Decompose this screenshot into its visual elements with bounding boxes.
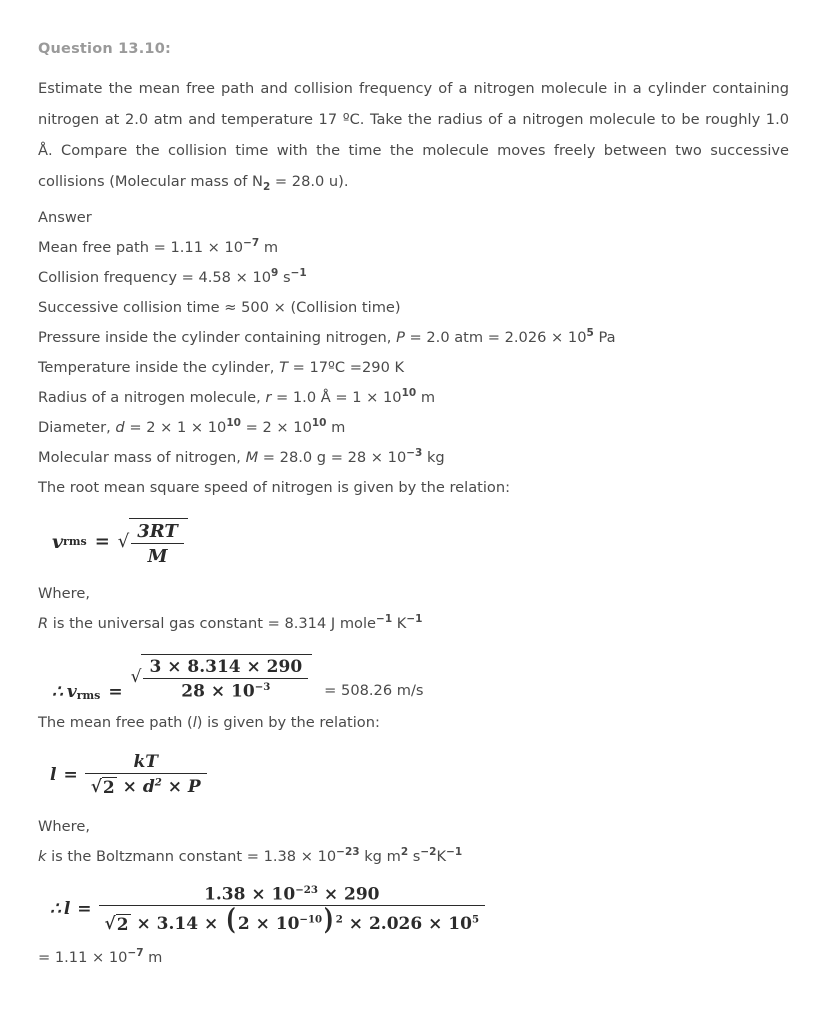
question-body [38,73,791,197]
boltzmann-mid-3: K [436,847,447,865]
boltzmann-constant-line [38,842,791,872]
mean-free-path-intro [38,708,791,738]
radius-label: Radius of a nitrogen molecule, [38,388,266,406]
diameter-line [38,413,791,443]
temperature-line [38,353,791,383]
numerator-before: 1.38 × 10 [204,884,296,905]
final-result-text: = 1.11 × 10 [38,949,128,967]
temperature-label: Temperature inside the cylinder, [38,358,280,376]
gas-constant-line [38,609,791,639]
times-sign-2: × [161,776,188,797]
paren-inner-before: 2 × 10 [237,914,300,935]
pressure-unit: Pa [593,328,616,346]
final-result-line [38,943,791,973]
paren-close: ) [324,902,334,937]
radius-unit: m [416,388,436,406]
fraction-vrms-evaluated [143,657,308,702]
mm-symbol: M [245,448,259,466]
mm-unit: kg [422,448,445,466]
radicand: 2 [116,915,129,936]
boltzmann-mid-2: s [408,847,421,865]
cf-exponent: 9 [271,266,279,279]
pressure-label: Pressure inside the cylinder containing nitrogen, [38,328,397,346]
vrms-result-value: = 508.26 m/s [324,681,424,699]
paren-inner-exponent: −10 [299,913,323,926]
boltzmann-exp-1: −23 [336,845,360,858]
question-text-part-2: = 28.0 u). [270,172,349,190]
radicand: 2 [102,777,115,798]
gas-constant-text: is the universal gas constant = 8.314 J mole [48,614,377,632]
fraction-numerator: 3 × 8.314 × 290 [143,657,308,679]
fraction-mfp-evaluated [99,884,486,936]
denominator-tail-exponent: 5 [471,913,480,926]
paren-open: ( [226,902,236,937]
boltzmann-exp-4: −1 [446,845,463,858]
gas-constant-symbol: R [38,614,49,632]
square-root-icon [105,913,131,935]
mm-value: = 28.0 g = 28 × 10 [258,448,407,466]
times-sign-1: × [116,776,143,797]
equals-sign: = [94,531,110,553]
diameter-label: Diameter, [38,418,116,436]
square-root-icon [91,776,117,798]
molecular-mass-line [38,443,791,473]
successive-collision-time: Successive collision time ≈ 500 × (Collision time) [38,298,401,316]
radius-value: = 1.0 Å = 1 × 10 [271,388,402,406]
cf-unit-exponent: −1 [290,266,307,279]
equation-vrms-definition [52,517,791,567]
where-label-2: Where, [38,817,90,835]
diameter-value-1: = 2 × 1 × 10 [124,418,227,436]
radius-symbol: r [265,388,272,406]
radical-sign: √ [117,531,130,553]
nitrogen-subscript: 2 [262,180,271,193]
mfp-exponent: −7 [243,236,260,249]
equation-mean-free-path-evaluated [50,884,791,936]
final-result-unit: m [143,949,163,967]
gas-constant-exp-2: −1 [406,612,423,625]
mm-exponent: −3 [406,446,423,459]
pressure-value: = 2.0 atm = 2.026 × 10 [404,328,587,346]
radical-sign: √ [104,914,116,935]
boltzmann-mid-1: kg m [359,847,401,865]
mm-label: Molecular mass of nitrogen, [38,448,246,466]
gas-constant-mid: K [392,614,407,632]
temperature-value: = 17ºC =290 K [287,358,405,376]
vrms-symbol: v [66,681,77,702]
where-label-1: Where, [38,584,90,602]
mfp-symbol: l [50,764,57,785]
numerator-exponent: −23 [295,883,318,896]
diameter-unit: m [326,418,346,436]
therefore-sign: ∴ [50,899,61,920]
square-root-icon [118,517,188,567]
equation-vrms-evaluated [52,653,791,702]
diameter-exponent: 2 [154,775,162,788]
mfp-intro-symbol: l [192,713,197,731]
radical-sign: √ [130,666,142,687]
paren-exponent: 2 [335,913,343,926]
mfp-symbol: l [63,899,71,920]
boltzmann-text: is the Boltzmann constant = 1.38 × 10 [46,847,337,865]
square-root-icon [131,653,313,702]
mfp-unit: m [259,238,279,256]
mean-free-path-result [38,233,791,263]
pressure-line [38,323,791,353]
gas-constant-exp-1: −1 [376,612,393,625]
vrms-subscript: rms [76,688,101,702]
cf-unit-base: s [278,268,291,286]
radius-line [38,383,791,413]
boltzmann-exp-3: −2 [420,845,437,858]
fraction-kt-over-denominator [85,752,207,798]
fraction-3rt-over-m [131,521,184,567]
mfp-text: Mean free path = 1.11 × 10 [38,238,244,256]
denominator-pi-term: × 3.14 × [130,914,225,935]
cf-text: Collision frequency = 4.58 × 10 [38,268,272,286]
therefore-sign: ∴ [52,681,63,702]
pressure-symbol: P [187,776,201,797]
diameter-value-2: = 2 × 10 [240,418,312,436]
diameter-symbol: d [115,418,125,436]
fraction-denominator-base: 28 × 10 [181,681,255,702]
pressure-exponent: 5 [586,326,594,339]
radical-sign: √ [90,776,102,797]
page-title: Question 13.10: [38,41,172,57]
temperature-symbol: T [279,358,288,376]
denominator-tail: × 2.026 × 10 [342,914,472,935]
collision-frequency-result [38,263,791,293]
final-result-exponent: −7 [127,947,144,960]
equals-sign: = [108,681,123,702]
fraction-numerator: 3RT [131,521,184,544]
vrms-symbol: v [52,530,64,553]
fraction-denominator: M [147,545,168,567]
boltzmann-exp-2: 2 [400,845,409,858]
radius-exponent: 10 [401,386,417,399]
fraction-denominator-exponent: −3 [254,680,271,693]
boltzmann-symbol: k [38,847,47,865]
fraction-numerator: kT [85,752,207,774]
diameter-exponent-2: 10 [311,416,327,429]
rms-intro-text: The root mean square speed of nitrogen is given by the relation: [38,478,511,496]
mfp-intro-after: ) is given by the relation: [196,713,380,731]
equals-sign: = [63,764,78,785]
question-text-part-1: Estimate the mean free path and collision frequency of a nitrogen molecule in a cylinder containing nitrogen at 2.0 atm and temperature 17 ºC. Take the radius of a nitrogen molecule to be roughly 1.0 Å. Compare the collision time with the time the molecule moves freely between two successive collisions (Molecular mass of N [38,79,789,190]
diameter-symbol: d [142,776,155,797]
diameter-exponent-1: 10 [226,416,241,429]
numerator-after: × 290 [317,884,380,905]
mfp-intro-before: The mean free path ( [38,713,193,731]
pressure-symbol: P [396,328,405,346]
answer-label: Answer [38,208,92,226]
vrms-subscript: rms [63,535,87,549]
equation-mean-free-path-definition [50,752,791,798]
equals-sign: = [77,899,92,920]
